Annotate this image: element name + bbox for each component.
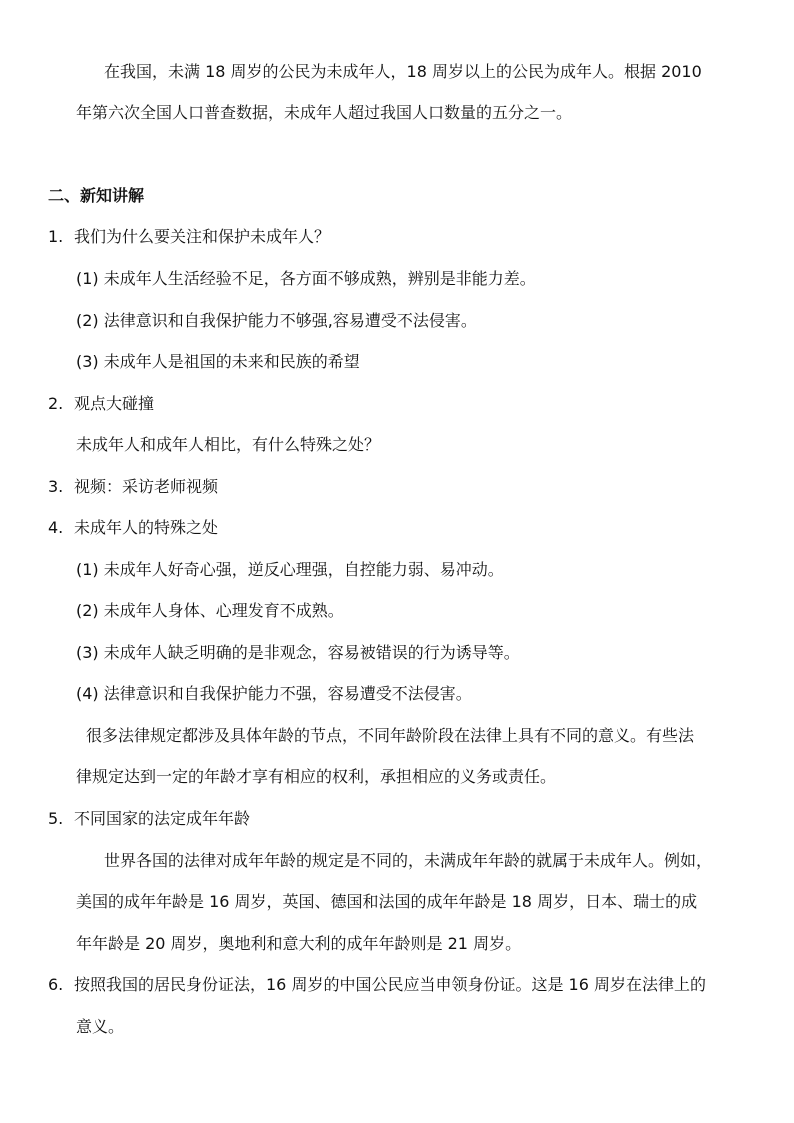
- list-item-body: 未成年人和成年人相比，有什么特殊之处？: [76, 435, 381, 454]
- list-item-title: 观点大碰撞: [74, 394, 155, 413]
- list-number: 2.: [48, 394, 64, 413]
- list-item-title: 未成年人的特殊之处: [74, 518, 219, 537]
- intro-line-1: 在我国，未满 18 周岁的公民为未成年人，18 周岁以上的公民为成年人。根据 2010: [104, 62, 702, 81]
- list-subpoint: (2) 未成年人身体、心理发育不成熟。: [76, 601, 344, 620]
- paragraph-line: 律规定达到一定的年龄才享有相应的权利，承担相应的义务或责任。: [76, 767, 557, 786]
- list-item-2: [48, 394, 154, 414]
- paragraph-line: 意义。: [76, 1017, 125, 1036]
- paragraph-line: 年年龄是 20 周岁，奥地利和意大利的成年年龄则是 21 周岁。: [76, 934, 522, 953]
- list-item-title: 我们为什么要关注和保护未成年人？: [74, 227, 331, 246]
- list-item-4: [48, 518, 218, 538]
- list-subpoint: (1) 未成年人生活经验不足，各方面不够成熟，辨别是非能力差。: [76, 269, 536, 288]
- paragraph-line: 世界各国的法律对成年年龄的规定是不同的，未满成年年龄的就属于未成年人。例如，: [104, 851, 713, 870]
- intro-line-2: 年第六次全国人口普查数据，未成年人超过我国人口数量的五分之一。: [76, 103, 573, 122]
- list-number: 4.: [48, 518, 64, 537]
- list-item-5: [48, 809, 250, 829]
- list-number: 6.: [48, 975, 64, 994]
- list-subpoint: (2) 法律意识和自我保护能力不够强,容易遭受不法侵害。: [76, 311, 477, 330]
- list-number: 5.: [48, 809, 64, 828]
- paragraph-line: 美国的成年年龄是 16 周岁，英国、德国和法国的成年年龄是 18 周岁，日本、瑞士的成: [76, 892, 698, 911]
- list-item-3: [48, 477, 218, 497]
- section-title: 二、新知讲解: [48, 186, 145, 205]
- paragraph-line: 很多法律规定都涉及具体年龄的节点，不同年龄阶段在法律上具有不同的意义。有些法: [86, 726, 695, 745]
- list-number: 1.: [48, 227, 64, 246]
- list-item-title: 视频：采访老师视频: [74, 477, 219, 496]
- list-item-6: [48, 975, 706, 995]
- list-item-title: 不同国家的法定成年年龄: [74, 809, 251, 828]
- list-number: 3.: [48, 477, 64, 496]
- list-item-text: 按照我国的居民身份证法，16 周岁的中国公民应当申领身份证。这是 16 周岁在法律上的: [74, 975, 706, 994]
- list-subpoint: (3) 未成年人是祖国的未来和民族的希望: [76, 352, 360, 371]
- list-subpoint: (3) 未成年人缺乏明确的是非观念，容易被错误的行为诱导等。: [76, 643, 520, 662]
- list-subpoint: (1) 未成年人好奇心强，逆反心理强，自控能力弱、易冲动。: [76, 560, 504, 579]
- list-subpoint: (4) 法律意识和自我保护能力不强，容易遭受不法侵害。: [76, 684, 472, 703]
- list-item-1: [48, 227, 330, 247]
